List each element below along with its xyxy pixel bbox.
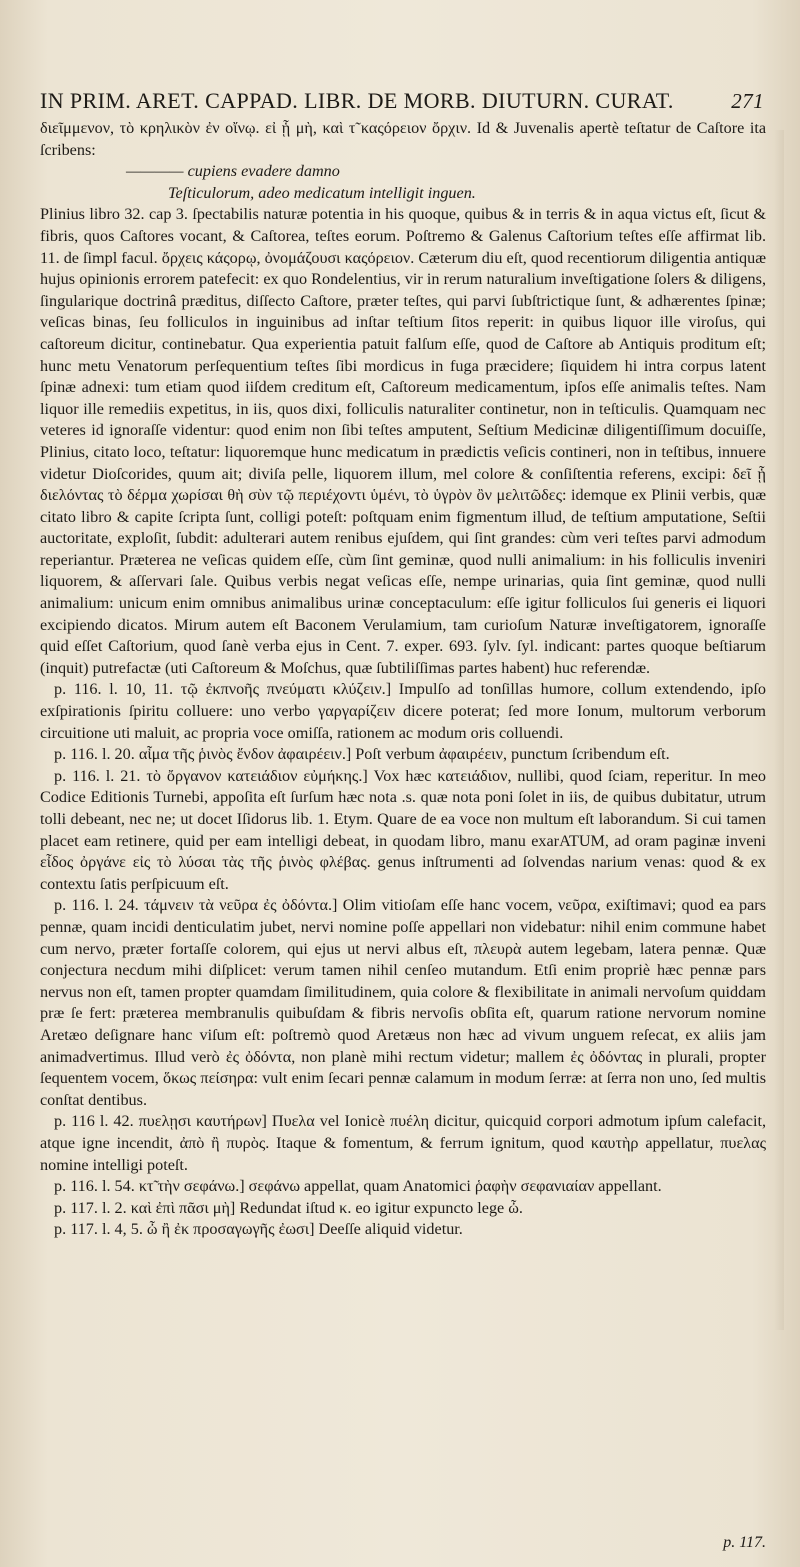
verse-line-2: Teſticulorum, adeo medicatum intelligit inguen. (168, 183, 476, 202)
note-p116-l20: p. 116. l. 20. αἷμα τῆς ῥινὸς ἔνδον ἀφαιρέειν.] Poſt verbum ἀφαιρέειν, punctum ſcribendum eſt. (54, 745, 670, 764)
page-edge-shadow (774, 130, 784, 1330)
note-p116-l42: p. 116 l. 42. πυελῃσι καυτήρων] Πυελα vel Ionicè πυέλη dicitur, quicquid corpori admotum ipſum calefacit, atque igne incendit, ἀπὸ ἢ πυρὸς. Itaque & fomentum, & ferrum ignitum, quod καυτὴρ appellatur, πυελας nomine intelligi poteſt. (40, 1112, 766, 1174)
page-number: 271 (731, 89, 764, 113)
note-p117-l4: p. 117. l. 4, 5. ὦ ἢ ἐκ προσαγωγῆς ἐωσι] Deeſſe aliquid videtur. (54, 1220, 463, 1239)
note-p116-l24: p. 116. l. 24. τάμνειν τὰ νεῦρα ἐς ὀδόντα.] Olim vitioſam eſſe hanc vocem, νεῦρα, exiſtimavi; quod ea pars pennæ, quam incidi denticulatim jubet, nervi nomine poſſe appellari non videbatur: nihil enim commune habet cum nervo, præter fortaſſe colorem, qui ejus ut nervi albus eſt, πλευρὰ autem legebam, latera pennæ. Quæ conjectura necdum mihi diſplicet: verum tamen nihil cenſeo mutandum. Etſi enim propriè hæc pennæ pars nervus non eſt, tamen propter quamdam ſimilitudinem, quia colore & flexibilitate in animali nervoſum quiddam præ ſe fert: præterea membranulis quibuſdam & fibris nervoſis obſita eſt, quarum ratione nervorum nomine Aretæo deſignare hanc viſum eſt: poſtremò quod Aretæus non hæc ad vivum unguem reſecat, ex aliis jam animadvertimus. Illud verò ἐς ὀδόντα, non planè mihi rectum videtur; mallem ἐς ὀδόντας in plurali, propter ſequentem vocem, ὅκως πείσηρα: vult enim ſecari pennæ calamum in modum ſerræ: at ſerra non uno, ſed multis conſtat dentibus. (40, 896, 766, 1109)
running-head (40, 88, 766, 114)
running-title: IN PRIM. ARET. CAPPAD. LIBR. DE MORB. DIUTURN. CURAT. (40, 88, 674, 113)
note-p116-l21: p. 116. l. 21. τὸ ὄργανον κατειάδιον εὐμήκης.] Vox hæc κατειάδιον, nullibi, quod ſciam, reperitur. In meo Codice Editionis Turnebi, appoſita eſt ſurſum hæc nota .s. quæ nota poni ſolet in iis, de quibus dubitatur, utrum tolli debeant, nec ne; ut docet Iſidorus lib. 1. Etym. Quare de ea voce non multum eſt laborandum. Si cui tamen placet eam retinere, quid per eam intelligi debeat, in quodam libro, manu exarATUM, ad oram paginæ inveni εἶδος ὀργάνε εἰς τὸ λύσαι τὰς τῆς ῥινὸς φλέβας. genus inſtrumenti ad ſolvendas narium venas: quod & ex contextu ſatis perſpicuum eſt. (40, 766, 766, 893)
body-text (40, 118, 766, 1241)
paragraph-juvenal-intro: διεῖμμενον, τὸ κρηλικὸν ἐν οἴνῳ. εἰ ᾗ μὴ, καὶ τ̃ καςόρειον ὄρχιν. Id & Juvenalis apertè teſtatur de Caſtore ita ſcribens: (40, 119, 766, 159)
note-p116-l54: p. 116. l. 54. κτ̃ τὴν σεφάνω.] σεφάνω appellat, quam Anatomici ῥαφὴν σεφανιαίαν appellant. (54, 1177, 662, 1196)
catchword: p. 117. (723, 1534, 766, 1551)
note-p116-l10: p. 116. l. 10, 11. τῷ ἐκπνοῆς πνεύματι κλύζειν.] Impulſo ad tonſillas humore, collum extendendo, ipſo exſpirationis ſpiritu colluere: uno verbo γαργαρίζειν dicere poterat; ſed more Ionum, multorum verborum circuitione uti maluit, ac propria voce omiſſa, rationem ac modum oris colluendi. (40, 680, 766, 742)
note-p117-l2: p. 117. l. 2. καὶ ἐπὶ πᾶσι μὴ] Redundat iſtud κ. eo igitur expuncto lege ὦ. (54, 1198, 523, 1217)
paragraph-plinius: Plinius libro 32. cap 3. ſpectabilis naturæ potentia in his quoque, quibus & in terris & in aqua victus eſt, ſicut & fibris, quos Caſtores vocant, & Caſtorea, teſtes eorum. Poſtremo & Galenus Caſtorium teſtes eſſe affirmat lib. 11. de ſimpl facul. ὄρχεις κάςορῳ, ὀνομάζουσι καςόρειον. Cæterum diu eſt, quod recentiorum diligentia antiquæ hujus opinionis errorem patefecit: ex quo Rondelentius, vir in rerum naturalium inveſtigatione ſolers & diligens, ſingularique doctrinâ præditus, diſſecto Caſtore, præter teſtes, qui parvi ſubſtrictique ſunt, & adhærentes ſpinæ; veſicas binas, ſeu folliculos in inguinibus ad inſtar teſtium ſitos reperit: in quibus liquor ille viroſus, qui caſtoreum dicitur, continebatur. Qua experientia patuit falſum eſſe, quod de Caſtore ab Antiquis proditum eſt; hunc metu Venatorum perſequentium teſtes ſibi mordicus in fuga præcidere; ſiquidem hi intra corpus latent ſpinæ adnexi: tum etiam quod iiſdem creditum eſt, Caſtoreum medicamentum, ipſos eſſe animalis teſtes. Nam liquor ille remediis expetitus, in iis, quos dixi, folliculis naturaliter continetur, non in teſticulis. Quamquam nec veteres id ignoraſſe videntur: quod enim non ſibi teſtes amputent, Seſtium Medicinæ diligentiſſimum docuiſſe, Plinius, citato loco, teſtatur: liquoremque hunc medicatum in prædictis veſicis contineri, non in teſtibus, innuere videtur Dioſcorides, quum ait; diviſa pelle, liquorem illum, mel colore & conſiſtentia referens, excipi: δεῖ ᾗ διελόντας τὸ δέρμα χωρίσαι θὴ σὺν τῷ περιέχοντι ὑμένι, τὸ ὑγρὸν ὂν μελιτῶδες: idemque ex Plinii verbis, quæ citato libro & capite ſcripta ſunt, colligi poteſt: poſtquam enim figmentum illud, de teſtium amputatione, Seſtii auctoritate, exploſit, ſubdit: adulterari autem renibus ejuſdem, qui ſint grandes: cùm veri teſtes parvi admodum reperiantur. Præterea ne veſicas quidem eſſe, cùm ſint geminæ, quod nulli animalium: in his folliculis inveniri liquorem, & aſſervari ſale. Quibus verbis negat veſicas eſſe, nempe urinarias, quia ſint geminæ, quod nulli animalium: unicum enim omnibus animalibus urinæ conceptaculum: eſſe igitur folliculos ſui generis ei liquori excipiendo dicatos. Mirum autem eſt Baconem Verulamium, tam curioſum Naturæ inveſtigatorem, ignoraſſe quid eſſet Caſtorium, quod ſanè verba ejus in Cent. 7. exper. 693. ſylv. ſyl. indicant: partes quoque beſtiarum (inquit) putrefactæ (uti Caſtoreum & Moſchus, quæ ſubtiliſſimas partes habent) huc referendæ. (40, 205, 766, 677)
verse-line-1: ———— cupiens evadere damno (126, 162, 340, 181)
